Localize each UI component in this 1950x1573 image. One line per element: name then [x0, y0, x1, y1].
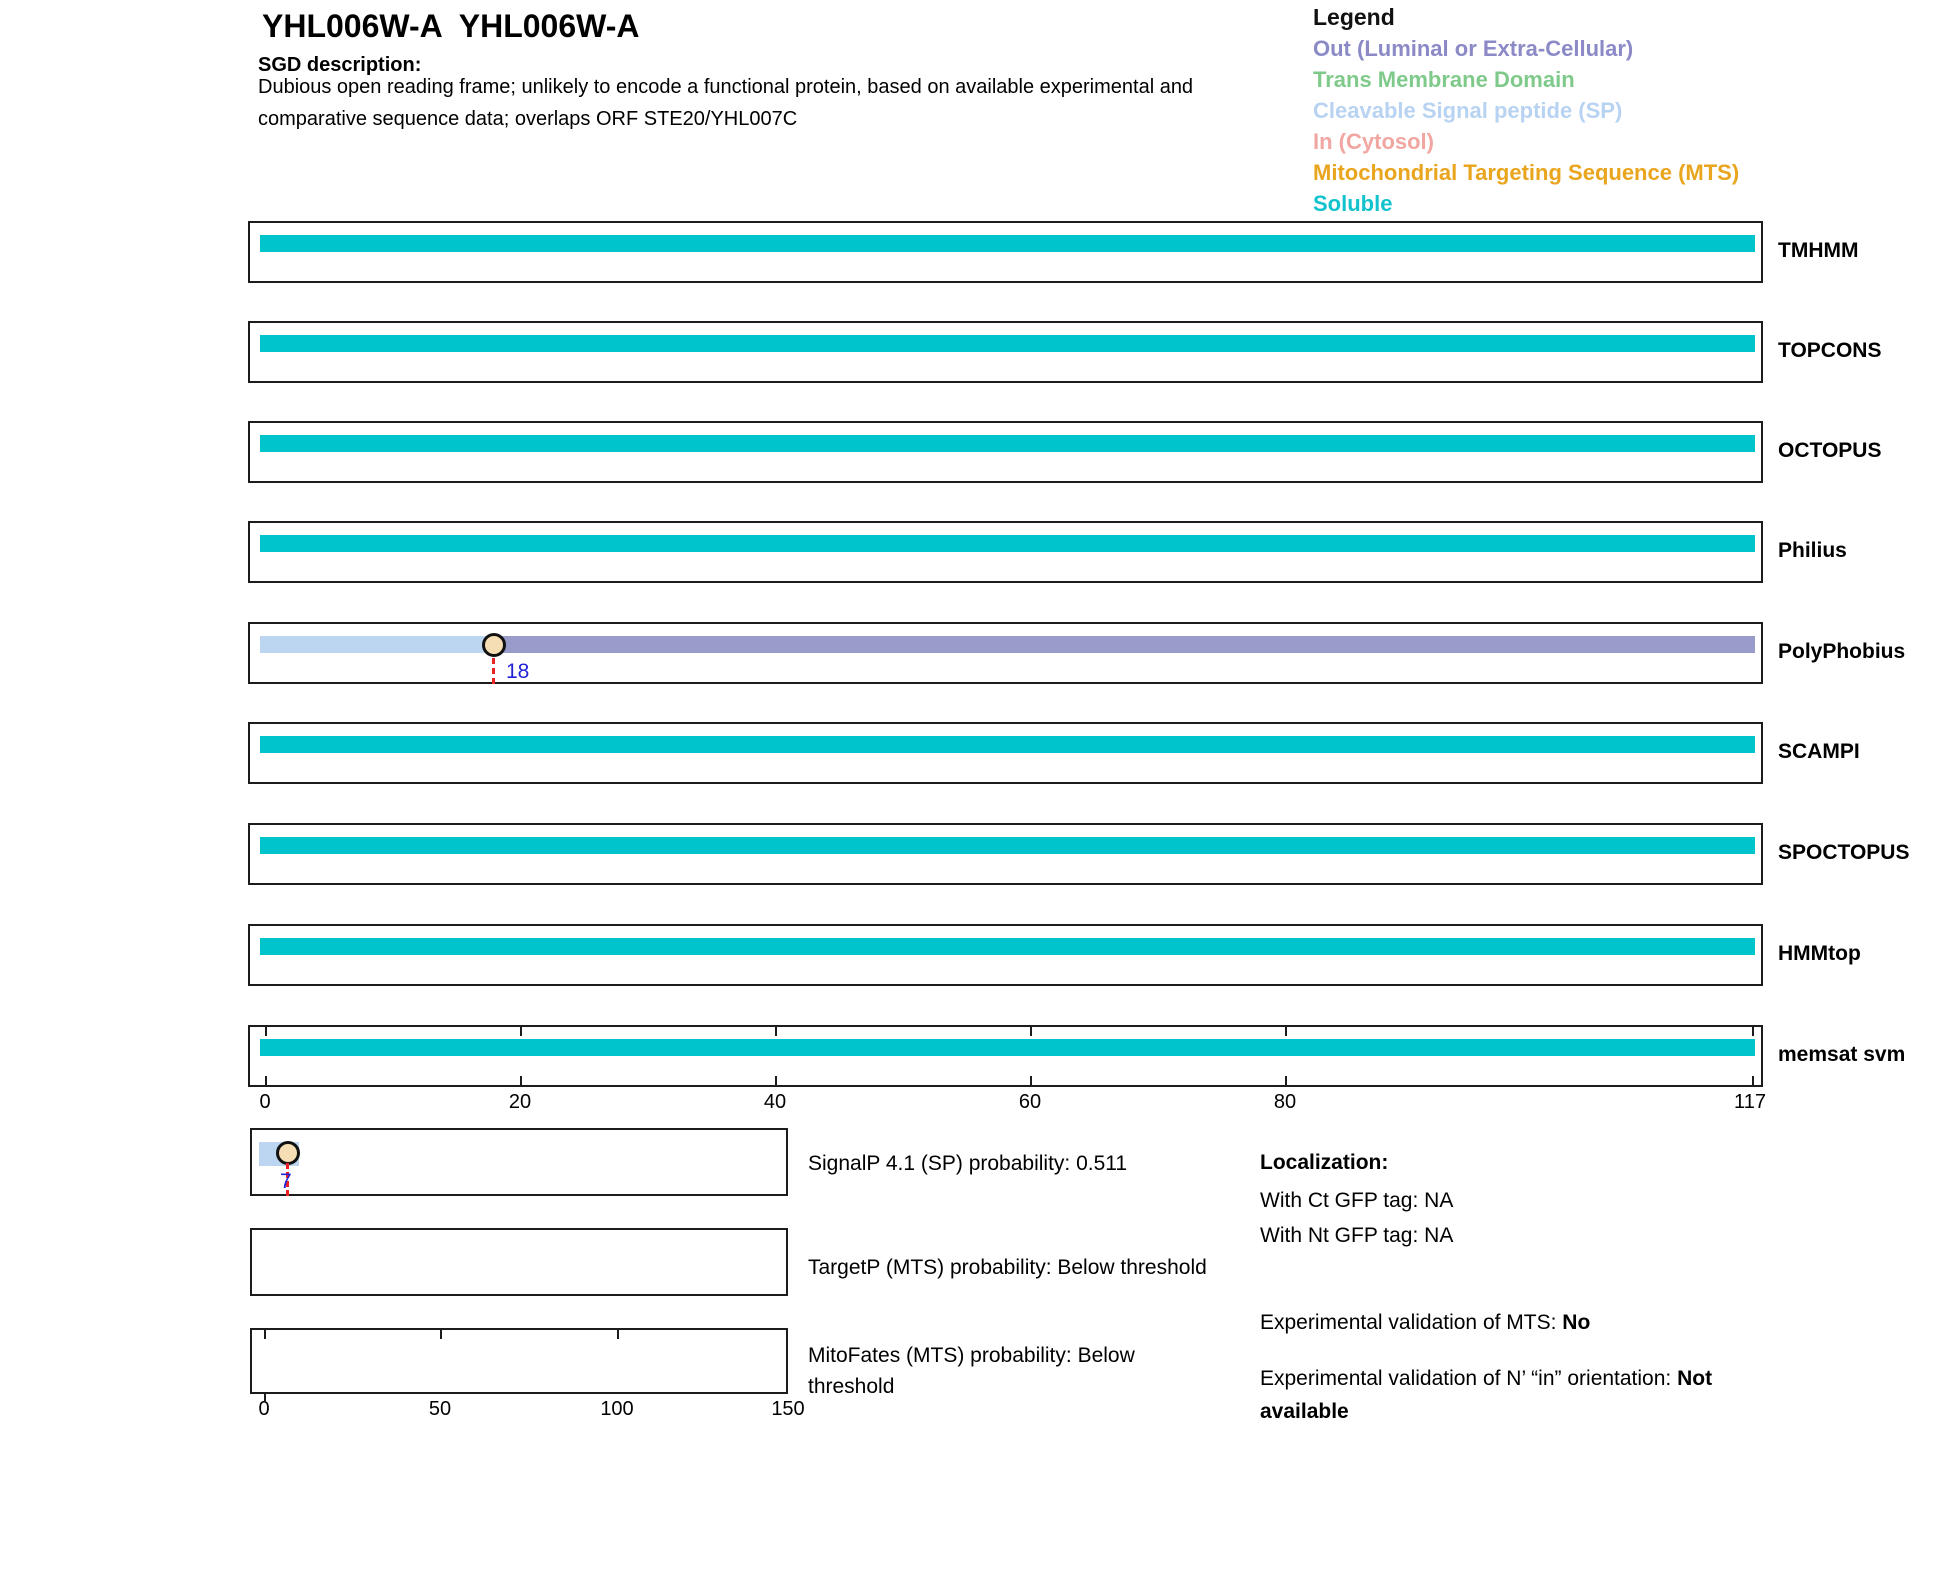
track-label: OCTOPUS	[1778, 439, 1882, 462]
axis-tick	[1752, 1027, 1754, 1036]
track-row-polyphobius	[248, 622, 1950, 684]
localization-nt-gfp: With Nt GFP tag: NA	[1260, 1224, 1454, 1247]
track-label: HMMtop	[1778, 942, 1861, 965]
axis-tick	[1030, 1027, 1032, 1036]
soluble-bar	[260, 938, 1755, 955]
track-row-octopus	[248, 421, 1950, 483]
signalp-panel-box	[250, 1128, 788, 1196]
axis-tick-label: 117	[1734, 1091, 1766, 1113]
track-label: TOPCONS	[1778, 339, 1882, 362]
track-box	[248, 924, 1763, 986]
legend-item-in: In (Cytosol)	[1313, 129, 1434, 154]
track-label: Philius	[1778, 539, 1847, 562]
targetp-panel-box	[250, 1228, 788, 1296]
track-box	[248, 321, 1763, 383]
track-row-memsat-svm	[248, 1025, 1950, 1087]
soluble-bar	[260, 736, 1755, 753]
legend-item-tm: Trans Membrane Domain	[1313, 67, 1575, 92]
track-box	[248, 221, 1763, 283]
track-row-philius	[248, 521, 1950, 583]
mitofates-panel-box	[250, 1328, 788, 1394]
soluble-bar	[260, 435, 1755, 452]
legend-item-sp: Cleavable Signal peptide (SP)	[1313, 98, 1623, 123]
track-label: TMHMM	[1778, 239, 1859, 262]
soluble-bar	[260, 1039, 1755, 1056]
orientation-validation-label: Experimental validation of N’ “in” orientation:	[1260, 1367, 1678, 1390]
soluble-bar	[260, 235, 1755, 252]
axis-tick-label: 100	[600, 1398, 634, 1420]
track-box	[248, 722, 1763, 784]
track-label: PolyPhobius	[1778, 640, 1906, 663]
axis-tick-label: 40	[763, 1091, 787, 1113]
track-row-topcons	[248, 321, 1950, 383]
mts-validation-value: No	[1562, 1311, 1591, 1334]
axis-tick	[1030, 1076, 1032, 1085]
sgd-description-label: SGD description:	[258, 54, 422, 76]
track-row-scampi	[248, 722, 1950, 784]
sgd-description-line-2: comparative sequence data; overlaps ORF STE20/YHL007C	[258, 108, 798, 130]
orientation-validation-line	[1260, 1362, 1805, 1428]
axis-tick	[265, 1027, 267, 1036]
track-row-spoctopus	[248, 823, 1950, 885]
track-box	[248, 622, 1763, 684]
localization-ct-gfp: With Ct GFP tag: NA	[1260, 1189, 1454, 1212]
signal-peptide-bar	[260, 636, 494, 653]
cleavage-site-line	[492, 658, 495, 684]
track-box	[248, 521, 1763, 583]
mts-validation-line	[1260, 1306, 1590, 1339]
track-label: memsat svm	[1778, 1043, 1906, 1066]
legend-item-out: Out (Luminal or Extra-Cellular)	[1313, 36, 1634, 61]
residue-axis	[248, 1091, 1766, 1117]
axis-tick	[775, 1076, 777, 1085]
track-row-tmhmm	[248, 221, 1950, 283]
axis-tick	[520, 1076, 522, 1085]
axis-tick	[617, 1330, 619, 1339]
legend-item-mts: Mitochondrial Targeting Sequence (MTS)	[1313, 160, 1740, 185]
track-label: SPOCTOPUS	[1778, 841, 1910, 864]
track-box	[248, 823, 1763, 885]
axis-tick	[1285, 1076, 1287, 1085]
axis-tick-label: 80	[1273, 1091, 1297, 1113]
axis-tick	[440, 1330, 442, 1339]
axis-tick	[520, 1027, 522, 1036]
track-row-hmmtop	[248, 924, 1950, 986]
signalp-probability-text: SignalP 4.1 (SP) probability: 0.511	[808, 1152, 1128, 1175]
track-label: SCAMPI	[1778, 740, 1860, 763]
soluble-bar	[260, 335, 1755, 352]
cleavage-site-marker	[482, 633, 506, 657]
sgd-description-line-1: Dubious open reading frame; unlikely to encode a functional protein, based on available experimental and	[258, 76, 1194, 98]
axis-tick-label: 0	[258, 1398, 270, 1420]
axis-tick	[775, 1027, 777, 1036]
localization-title: Localization:	[1260, 1151, 1389, 1174]
cleavage-position-label: 7	[280, 1170, 292, 1193]
targetp-probability-text: TargetP (MTS) probability: Below threshold	[808, 1256, 1207, 1279]
out-region-bar	[494, 636, 1755, 653]
axis-tick-label: 0	[259, 1091, 271, 1113]
axis-tick	[1752, 1076, 1754, 1085]
axis-tick	[265, 1076, 267, 1085]
axis-tick-label: 150	[771, 1398, 805, 1420]
axis-tick-label: 60	[1018, 1091, 1042, 1113]
axis-tick-label: 50	[428, 1398, 452, 1420]
page-title: YHL006W-A YHL006W-A	[262, 8, 640, 44]
track-box	[248, 1025, 1763, 1087]
cleavage-site-marker	[276, 1141, 300, 1165]
legend	[1313, 2, 1739, 219]
track-box	[248, 421, 1763, 483]
orientation-validation-value: Not available	[1260, 1367, 1713, 1423]
axis-tick	[264, 1330, 266, 1339]
legend-item-soluble: Soluble	[1313, 191, 1393, 216]
mitofates-probability-text: MitoFates (MTS) probability: Below threshold	[808, 1344, 1135, 1398]
cleavage-position-label: 18	[506, 660, 530, 683]
mitofates-axis	[250, 1398, 805, 1422]
legend-title: Legend	[1313, 4, 1395, 30]
soluble-bar	[260, 535, 1755, 552]
axis-tick	[1285, 1027, 1287, 1036]
soluble-bar	[260, 837, 1755, 854]
mts-validation-label: Experimental validation of MTS:	[1260, 1311, 1563, 1334]
axis-tick-label: 20	[508, 1091, 532, 1113]
